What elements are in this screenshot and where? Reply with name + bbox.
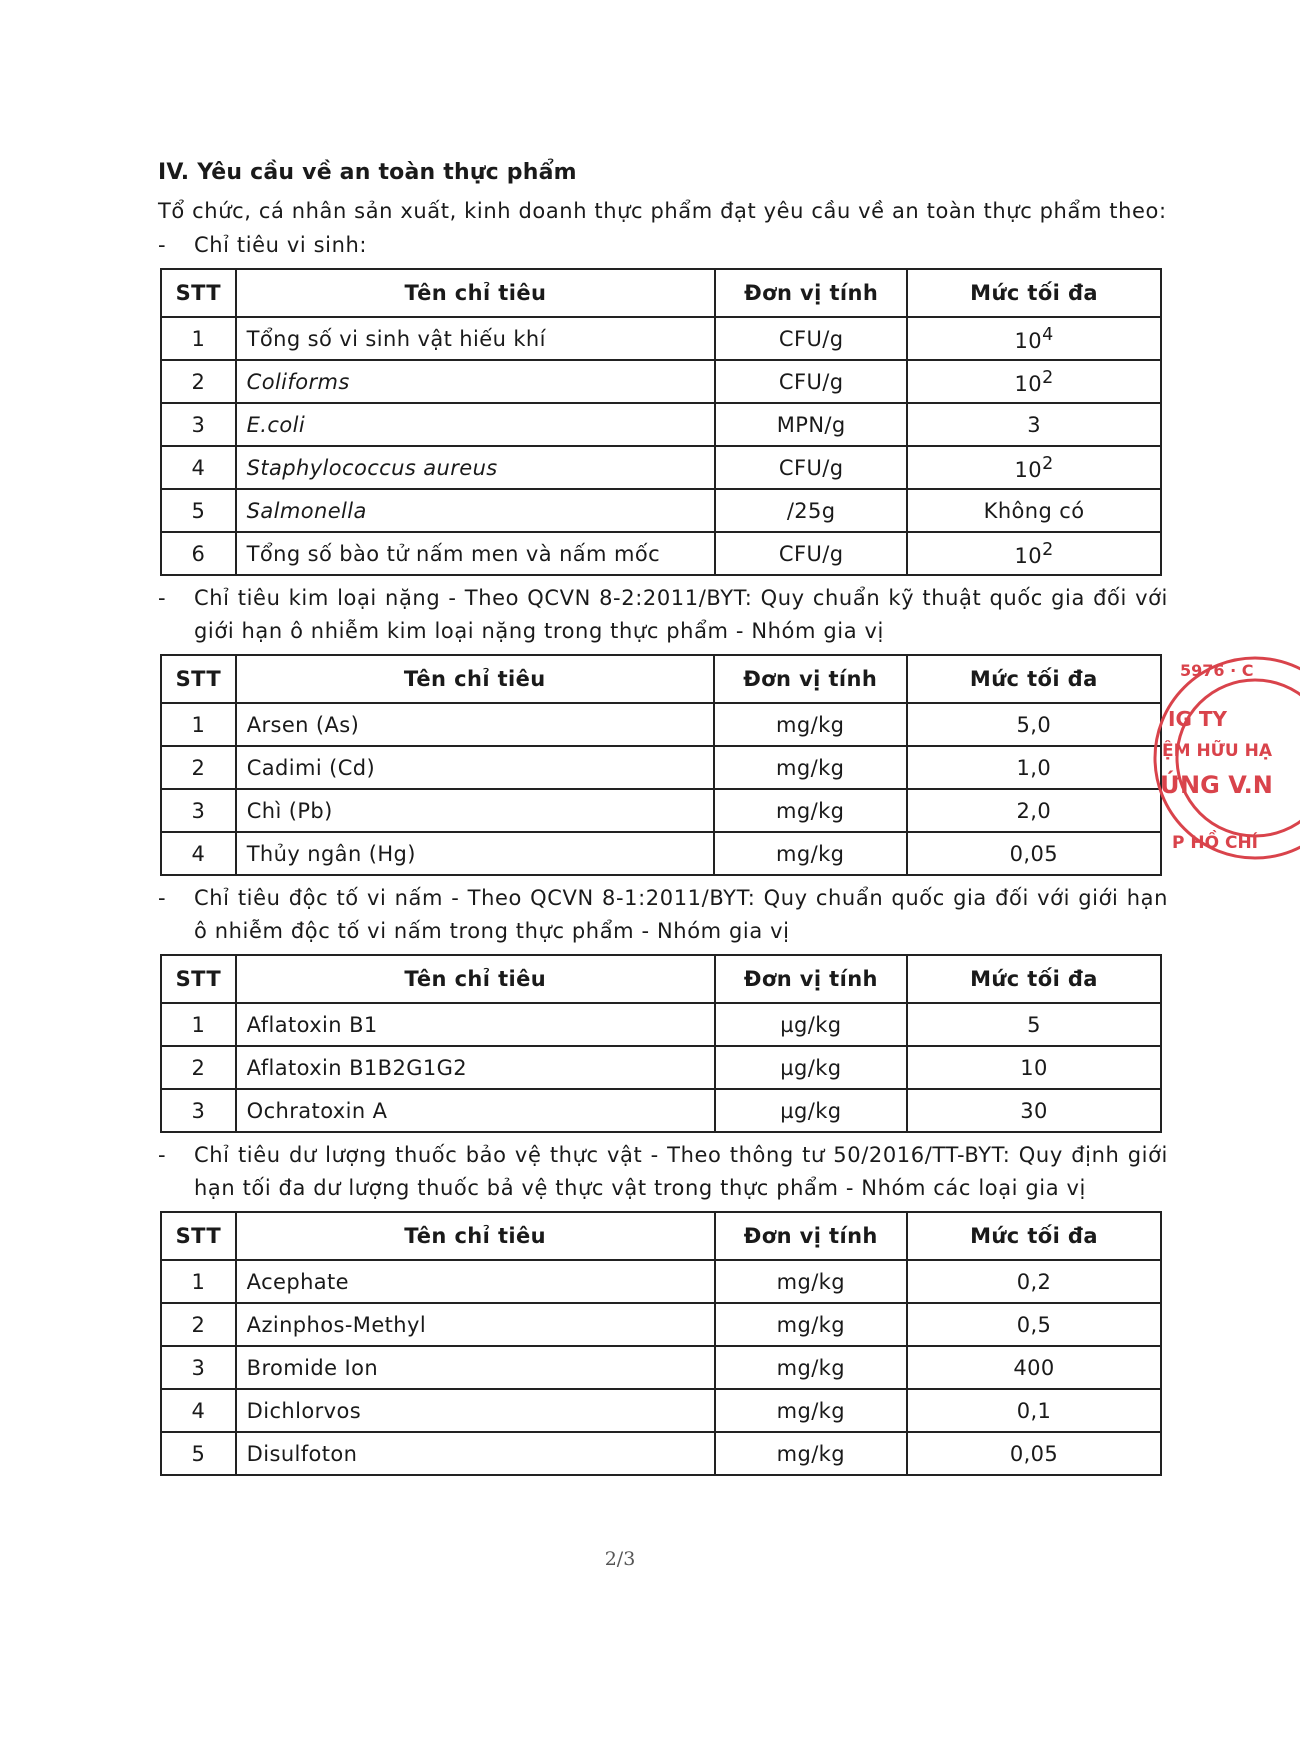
table-header-row <box>161 1212 1161 1260</box>
cell-max: 10 <box>907 1046 1161 1089</box>
cell-stt: 5 <box>161 489 236 532</box>
cell-name: Aflatoxin B1B2G1G2 <box>236 1046 715 1089</box>
cell-name: Ochratoxin A <box>236 1089 715 1132</box>
cell-unit: µg/kg <box>715 1003 907 1046</box>
table-pesticides <box>160 1211 1162 1476</box>
cell-stt: 4 <box>161 446 236 489</box>
bullet-dash: - <box>158 586 167 610</box>
header-unit: Đơn vị tính <box>714 655 907 703</box>
table-row <box>161 1260 1161 1303</box>
header-stt: STT <box>161 955 236 1003</box>
header-name: Tên chỉ tiêu <box>236 1212 715 1260</box>
table-row <box>161 746 1161 789</box>
cell-name <box>236 446 716 489</box>
cell-unit: mg/kg <box>715 1260 907 1303</box>
cell-stt: 2 <box>161 360 236 403</box>
cell-stt: 2 <box>161 1046 236 1089</box>
table-row <box>161 1046 1161 1089</box>
table-row <box>161 1389 1161 1432</box>
bullet-text: Chỉ tiêu vi sinh: <box>194 233 368 257</box>
header-stt: STT <box>161 655 236 703</box>
max-base: 10 <box>1014 328 1043 353</box>
cell-unit: mg/kg <box>714 789 907 832</box>
cell-max <box>907 360 1161 403</box>
stamp-text-line4: ỨNG V.N <box>1160 771 1273 799</box>
cell-unit: mg/kg <box>715 1303 907 1346</box>
table-microbiological <box>160 268 1162 576</box>
cell-max: 5 <box>907 1003 1161 1046</box>
stamp-text-line1: 5976 · C <box>1180 661 1254 680</box>
header-unit: Đơn vị tính <box>715 955 907 1003</box>
cell-unit: CFU/g <box>715 360 907 403</box>
table-row <box>161 532 1161 575</box>
organism-name: Coliforms <box>246 369 350 394</box>
table-header-row <box>161 955 1161 1003</box>
cell-max <box>907 403 1161 446</box>
cell-max: 0,5 <box>907 1303 1161 1346</box>
cell-unit: CFU/g <box>715 317 907 360</box>
header-max: Mức tối đa <box>907 1212 1161 1260</box>
organism-name: Salmonella <box>246 498 367 523</box>
table-row <box>161 789 1161 832</box>
organism-name: E.coli <box>246 412 306 437</box>
table-row <box>161 1346 1161 1389</box>
max-base: 10 <box>1014 371 1043 396</box>
cell-max: 0,2 <box>907 1260 1161 1303</box>
table-row <box>161 832 1161 875</box>
header-max: Mức tối đa <box>907 269 1161 317</box>
table-row <box>161 317 1161 360</box>
header-max: Mức tối đa <box>907 955 1161 1003</box>
table-row <box>161 1003 1161 1046</box>
header-unit: Đơn vị tính <box>715 1212 907 1260</box>
stamp-text-line2: IG TY <box>1168 707 1227 731</box>
header-name: Tên chỉ tiêu <box>236 955 715 1003</box>
header-stt: STT <box>161 1212 236 1260</box>
cell-name: Cadimi (Cd) <box>236 746 714 789</box>
cell-max <box>907 317 1161 360</box>
header-unit: Đơn vị tính <box>715 269 907 317</box>
cell-max: 0,1 <box>907 1389 1161 1432</box>
cell-stt: 1 <box>161 317 236 360</box>
max-base: Không có <box>983 498 1085 523</box>
cell-name <box>236 489 716 532</box>
cell-max <box>907 446 1161 489</box>
cell-name: Chì (Pb) <box>236 789 714 832</box>
cell-unit: MPN/g <box>715 403 907 446</box>
cell-stt: 4 <box>161 832 236 875</box>
cell-stt: 3 <box>161 403 236 446</box>
table-mycotoxins <box>160 954 1162 1133</box>
bullet-microbiological <box>158 229 1168 262</box>
header-name: Tên chỉ tiêu <box>236 269 716 317</box>
cell-unit: µg/kg <box>715 1089 907 1132</box>
table-row <box>161 1303 1161 1346</box>
bullet-mycotoxins <box>158 882 1168 948</box>
table-row <box>161 403 1161 446</box>
cell-max: 2,0 <box>907 789 1161 832</box>
section-heading: IV. Yêu cầu về an toàn thực phẩm <box>158 160 577 185</box>
page-number: 2/3 <box>604 1548 636 1570</box>
stamp-text-line3: ỆM HỮU HẠ <box>1162 741 1272 761</box>
cell-unit: CFU/g <box>715 446 907 489</box>
cell-max <box>907 532 1161 575</box>
cell-max: 5,0 <box>907 703 1161 746</box>
header-name: Tên chỉ tiêu <box>236 655 714 703</box>
header-max: Mức tối đa <box>907 655 1161 703</box>
cell-name: Thủy ngân (Hg) <box>236 832 714 875</box>
max-base: 10 <box>1014 457 1043 482</box>
table-heavy-metals <box>160 654 1162 876</box>
cell-stt: 3 <box>161 789 236 832</box>
cell-unit: CFU/g <box>715 532 907 575</box>
bullet-text: Chỉ tiêu độc tố vi nấm - Theo QCVN 8-1:2011/BYT: Quy chuẩn quốc gia đối với giới hạn ô nhiễm độc tố vi nấm trong thực phẩm - Nhóm gia vị <box>194 886 1168 943</box>
cell-stt: 1 <box>161 1003 236 1046</box>
table-header-row <box>161 269 1161 317</box>
cell-unit: mg/kg <box>714 703 907 746</box>
table-row <box>161 703 1161 746</box>
max-base: 10 <box>1014 543 1043 568</box>
header-stt: STT <box>161 269 236 317</box>
cell-max: 0,05 <box>907 832 1161 875</box>
cell-stt: 4 <box>161 1389 236 1432</box>
bullet-text: Chỉ tiêu dư lượng thuốc bảo vệ thực vật - Theo thông tư 50/2016/TT-BYT: Quy định giới hạn tối đa dư lượng thuốc bả vệ thực vật trong thực phẩm - Nhóm các loại gia vị <box>194 1143 1168 1200</box>
stamp-text-line5: P HỒ CHÍ <box>1172 833 1259 853</box>
cell-name: Aflatoxin B1 <box>236 1003 715 1046</box>
bullet-dash: - <box>158 233 167 257</box>
cell-unit: mg/kg <box>715 1346 907 1389</box>
cell-stt: 6 <box>161 532 236 575</box>
cell-stt: 5 <box>161 1432 236 1475</box>
cell-unit: mg/kg <box>715 1389 907 1432</box>
cell-unit: mg/kg <box>715 1432 907 1475</box>
cell-name: Disulfoton <box>236 1432 715 1475</box>
bullet-heavy-metals <box>158 582 1168 648</box>
cell-unit: mg/kg <box>714 832 907 875</box>
table-header-row <box>161 655 1161 703</box>
cell-max <box>907 489 1161 532</box>
cell-stt: 3 <box>161 1089 236 1132</box>
cell-name: Acephate <box>236 1260 715 1303</box>
table-row <box>161 446 1161 489</box>
cell-max: 400 <box>907 1346 1161 1389</box>
cell-name: Tổng số vi sinh vật hiếu khí <box>236 317 716 360</box>
table-row <box>161 1432 1161 1475</box>
cell-name: Tổng số bào tử nấm men và nấm mốc <box>236 532 716 575</box>
intro-paragraph: Tổ chức, cá nhân sản xuất, kinh doanh thực phẩm đạt yêu cầu về an toàn thực phẩm theo: <box>158 199 1167 223</box>
max-exponent: 2 <box>1042 539 1054 560</box>
max-exponent: 2 <box>1042 453 1054 474</box>
cell-stt: 1 <box>161 703 236 746</box>
cell-stt: 3 <box>161 1346 236 1389</box>
cell-name: Azinphos-Methyl <box>236 1303 715 1346</box>
cell-max: 30 <box>907 1089 1161 1132</box>
bullet-pesticides <box>158 1139 1168 1205</box>
bullet-text: Chỉ tiêu kim loại nặng - Theo QCVN 8-2:2011/BYT: Quy chuẩn kỹ thuật quốc gia đối với giới hạn ô nhiễm kim loại nặng trong thực phẩm - Nhóm gia vị <box>194 586 1168 643</box>
document-body <box>158 160 1168 1482</box>
cell-stt: 2 <box>161 746 236 789</box>
cell-unit: /25g <box>715 489 907 532</box>
max-exponent: 4 <box>1042 324 1054 345</box>
cell-unit: mg/kg <box>714 746 907 789</box>
cell-unit: µg/kg <box>715 1046 907 1089</box>
bullet-dash: - <box>158 1143 167 1167</box>
table-row <box>161 489 1161 532</box>
cell-stt: 2 <box>161 1303 236 1346</box>
cell-name: Bromide Ion <box>236 1346 715 1389</box>
company-stamp <box>1150 648 1300 868</box>
bullet-dash: - <box>158 886 167 910</box>
cell-max: 1,0 <box>907 746 1161 789</box>
cell-max: 0,05 <box>907 1432 1161 1475</box>
max-base: 3 <box>1027 412 1041 437</box>
cell-name: Dichlorvos <box>236 1389 715 1432</box>
table-row <box>161 360 1161 403</box>
cell-name <box>236 360 716 403</box>
cell-stt: 1 <box>161 1260 236 1303</box>
max-exponent: 2 <box>1042 367 1054 388</box>
cell-name <box>236 403 716 446</box>
cell-name: Arsen (As) <box>236 703 714 746</box>
table-row <box>161 1089 1161 1132</box>
organism-name: Staphylococcus aureus <box>246 455 498 480</box>
